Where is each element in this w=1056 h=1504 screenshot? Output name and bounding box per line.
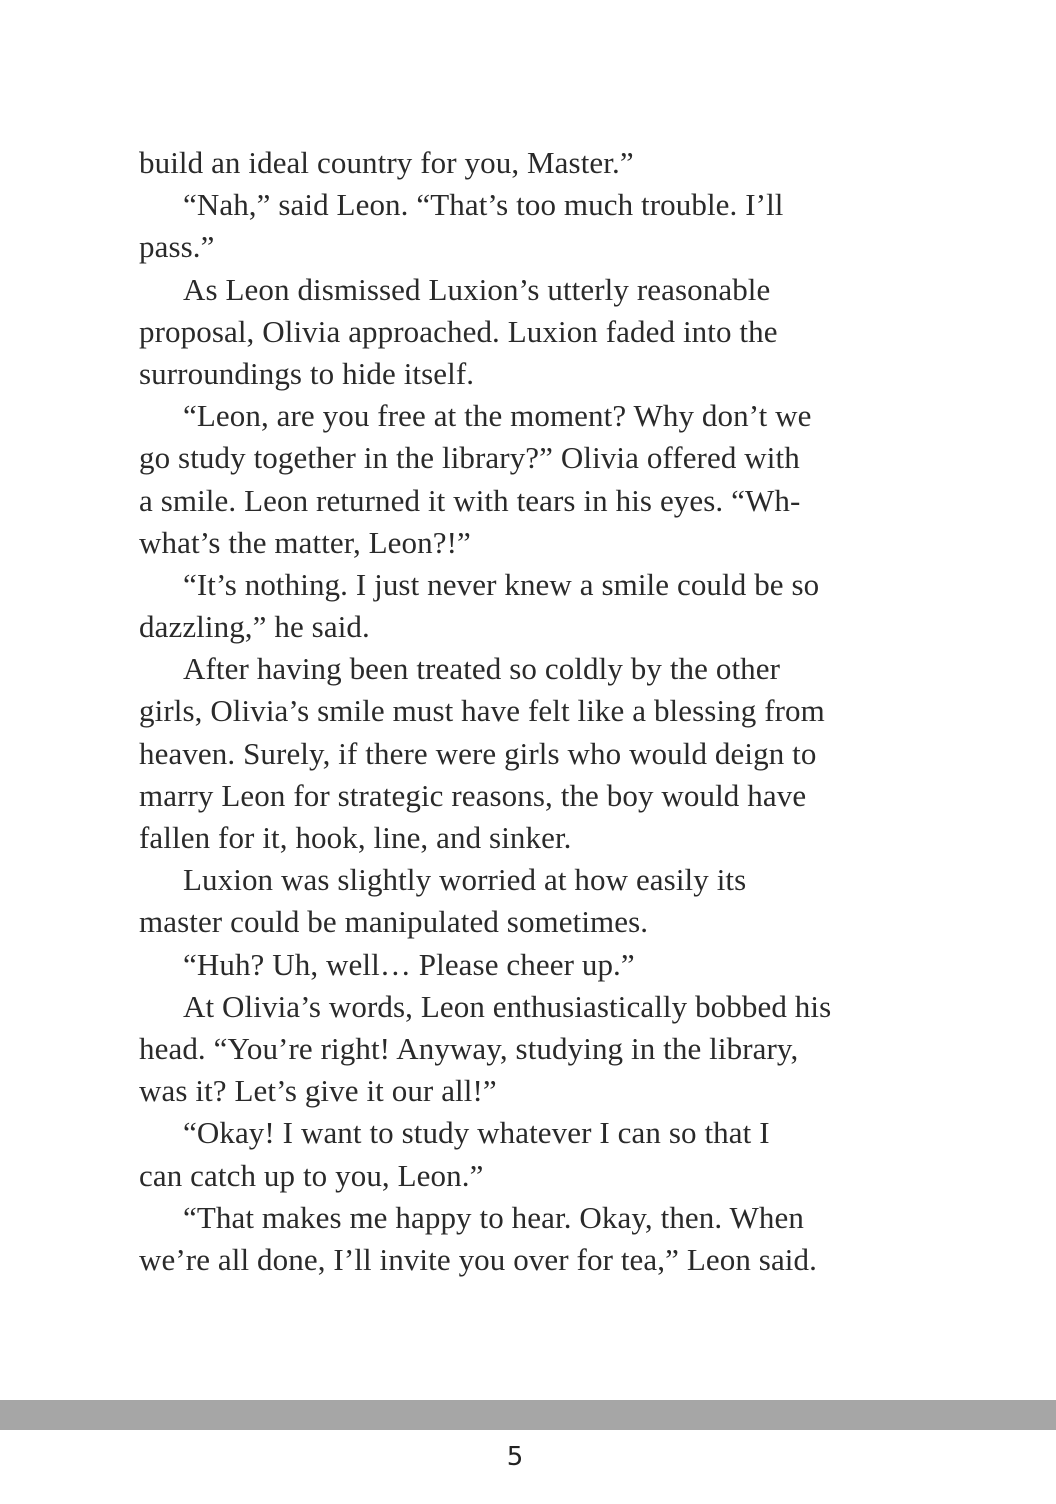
text-line: a smile. Leon returned it with tears in his eyes. “Wh- [139,482,801,518]
footer-divider-bar [0,1400,1056,1430]
text-line: “Nah,” said Leon. “That’s too much trouble. I’ll [183,187,784,223]
text-line: we’re all done, I’ll invite you over for tea,” Leon said. [139,1241,817,1277]
text-line: proposal, Olivia approached. Luxion faded into the [139,313,778,349]
text-line: fallen for it, hook, line, and sinker. [139,820,572,855]
text-line: pass.” [139,229,215,265]
text-line: go study together in the library?” Olivia offered with [139,440,800,476]
text-line: At Olivia’s words, Leon enthusiastically bobbed his [183,988,832,1024]
text-line: “Okay! I want to study whatever I can so that I [183,1115,770,1151]
text-line: Luxion was slightly worried at how easily its [183,862,747,898]
text-line: girls, Olivia’s smile must have felt like a blessing from [139,693,825,729]
text-line: marry Leon for strategic reasons, the boy would have [139,777,807,813]
text-line: build an ideal country for you, Master.” [139,145,634,180]
text-line: “Huh? Uh, well… Please cheer up.” [183,946,635,982]
text-line: “It’s nothing. I just never knew a smile could be so [183,566,820,602]
text-line: surroundings to hide itself. [139,355,475,391]
text-line: can catch up to you, Leon.” [139,1157,484,1193]
text-line: dazzling,” he said. [139,609,370,645]
text-line: head. “You’re right! Anyway, studying in the library, [139,1030,799,1066]
text-line: After having been treated so coldly by the other [183,651,781,687]
page-number: 5 [506,1442,524,1472]
text-line: “That makes me happy to hear. Okay, then. When [183,1199,804,1235]
page-body-text [139,142,899,1281]
text-line: master could be manipulated sometimes. [139,904,649,940]
text-line: “Leon, are you free at the moment? Why don’t we [183,398,812,434]
text-line: what’s the matter, Leon?!” [139,524,471,560]
text-line: was it? Let’s give it our all!” [139,1073,497,1109]
text-line: As Leon dismissed Luxion’s utterly reasonable [183,271,771,307]
text-line: heaven. Surely, if there were girls who would deign to [139,735,817,771]
